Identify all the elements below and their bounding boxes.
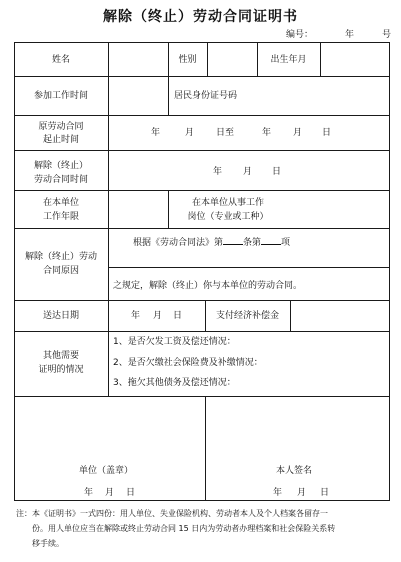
unit-date-m: 月 (105, 488, 115, 498)
reason-text-line1 (133, 235, 290, 249)
terminate-time-label-line1: 解除（终止） (33, 161, 88, 171)
column-line (168, 76, 169, 115)
sign-date-d: 日 (320, 488, 330, 498)
item-blank[interactable] (261, 235, 281, 245)
serial-year: 年 (345, 30, 355, 40)
sign-date-m: 月 (297, 488, 307, 498)
reason-text1-a: 根据《劳动合同法》第 (133, 238, 224, 248)
orig-contract-label-line1: 原劳动合同 (38, 122, 84, 132)
unit-date-d: 日 (126, 488, 136, 498)
orig-contract-m1: 月 (185, 128, 195, 138)
footnote-line3: 移手续。 (32, 539, 64, 548)
reason-text1-b: 条第 (243, 238, 262, 248)
other-label-line1: 其他需要 (42, 351, 79, 361)
orig-contract-m2: 月 (293, 128, 303, 138)
row-line (14, 331, 390, 332)
orig-contract-y1: 年 (151, 128, 161, 138)
terminate-time-label-line2: 劳动合同时间 (33, 175, 88, 185)
birth-label: 出生年月 (270, 55, 307, 65)
column-line (320, 42, 321, 76)
table-border-right (389, 42, 390, 501)
row-line (14, 150, 390, 151)
column-line (290, 300, 291, 331)
column-line (207, 42, 208, 76)
orig-contract-d1: 日至 (216, 128, 235, 138)
orig-contract-y2: 年 (262, 128, 272, 138)
document-title: 解除（终止）劳动合同证明书 (103, 9, 298, 25)
reason-text1-c: 项 (281, 238, 291, 248)
row-line (14, 190, 390, 191)
terminate-time-d: 日 (272, 167, 282, 177)
service-date-y: 年 (131, 311, 141, 321)
row-line (14, 300, 390, 301)
work-start-label: 参加工作时间 (33, 91, 88, 101)
other-item-1: 1、是否欠发工资及偿还情况： (113, 337, 236, 347)
row-line (14, 115, 390, 116)
row-line (108, 267, 390, 268)
years-label-line2: 工作年限 (42, 212, 79, 222)
other-label-line2: 证明的情况 (38, 365, 84, 375)
serial-number (286, 27, 391, 40)
id-number-label: 居民身份证号码 (174, 91, 238, 101)
article-blank[interactable] (223, 235, 243, 245)
other-item-3: 3、拖欠其他债务及偿还情况： (113, 378, 236, 388)
orig-contract-d2: 日 (322, 128, 332, 138)
sign-date-y: 年 (273, 488, 283, 498)
reason-text-line2: 之规定，解除（终止）你与本单位的劳动合同。 (113, 281, 303, 291)
footnote-line2: 份。用人单位应当在解除或终止劳动合同 15 日内为劳动者办理档案和社会保险关系转 (32, 524, 336, 533)
terminate-time-y: 年 (213, 167, 223, 177)
table-border-top (14, 42, 390, 43)
serial-number-suffix: 号 (382, 30, 392, 40)
row-line (14, 396, 390, 397)
row-line (14, 76, 390, 77)
service-date-m: 月 (153, 311, 163, 321)
reason-label-line1: 解除（终止）劳动 (24, 252, 97, 262)
column-line (108, 42, 109, 396)
signature-label: 本人签名 (276, 466, 313, 476)
footnote-line1: 注：本《证明书》一式四份：用人单位、失业保险机构、劳动者本人及个人档案各留存一 (16, 509, 328, 518)
position-label-line2: 岗位（专业或工种） (187, 212, 269, 222)
footnote (16, 506, 394, 551)
terminate-time-m: 月 (243, 167, 253, 177)
serial-label: 编号： (286, 30, 314, 40)
unit-date-y: 年 (84, 488, 94, 498)
service-date-d: 日 (173, 311, 183, 321)
unit-seal-label: 单位（盖章） (79, 466, 134, 476)
column-line (205, 396, 206, 501)
gender-label: 性别 (178, 55, 197, 65)
table-border-bottom (14, 500, 390, 501)
service-date-label: 送达日期 (42, 311, 79, 321)
other-item-2: 2、是否欠缴社会保险费及补缴情况： (113, 358, 263, 368)
orig-contract-label-line2: 起止时间 (42, 135, 79, 145)
name-label: 姓名 (51, 55, 70, 65)
row-line (14, 228, 390, 229)
years-label-line1: 在本单位 (42, 198, 79, 208)
compensation-label: 支付经济补偿金 (215, 311, 279, 321)
position-label-line1: 在本单位从事工作 (191, 198, 264, 208)
reason-label-line2: 合同原因 (42, 266, 79, 276)
